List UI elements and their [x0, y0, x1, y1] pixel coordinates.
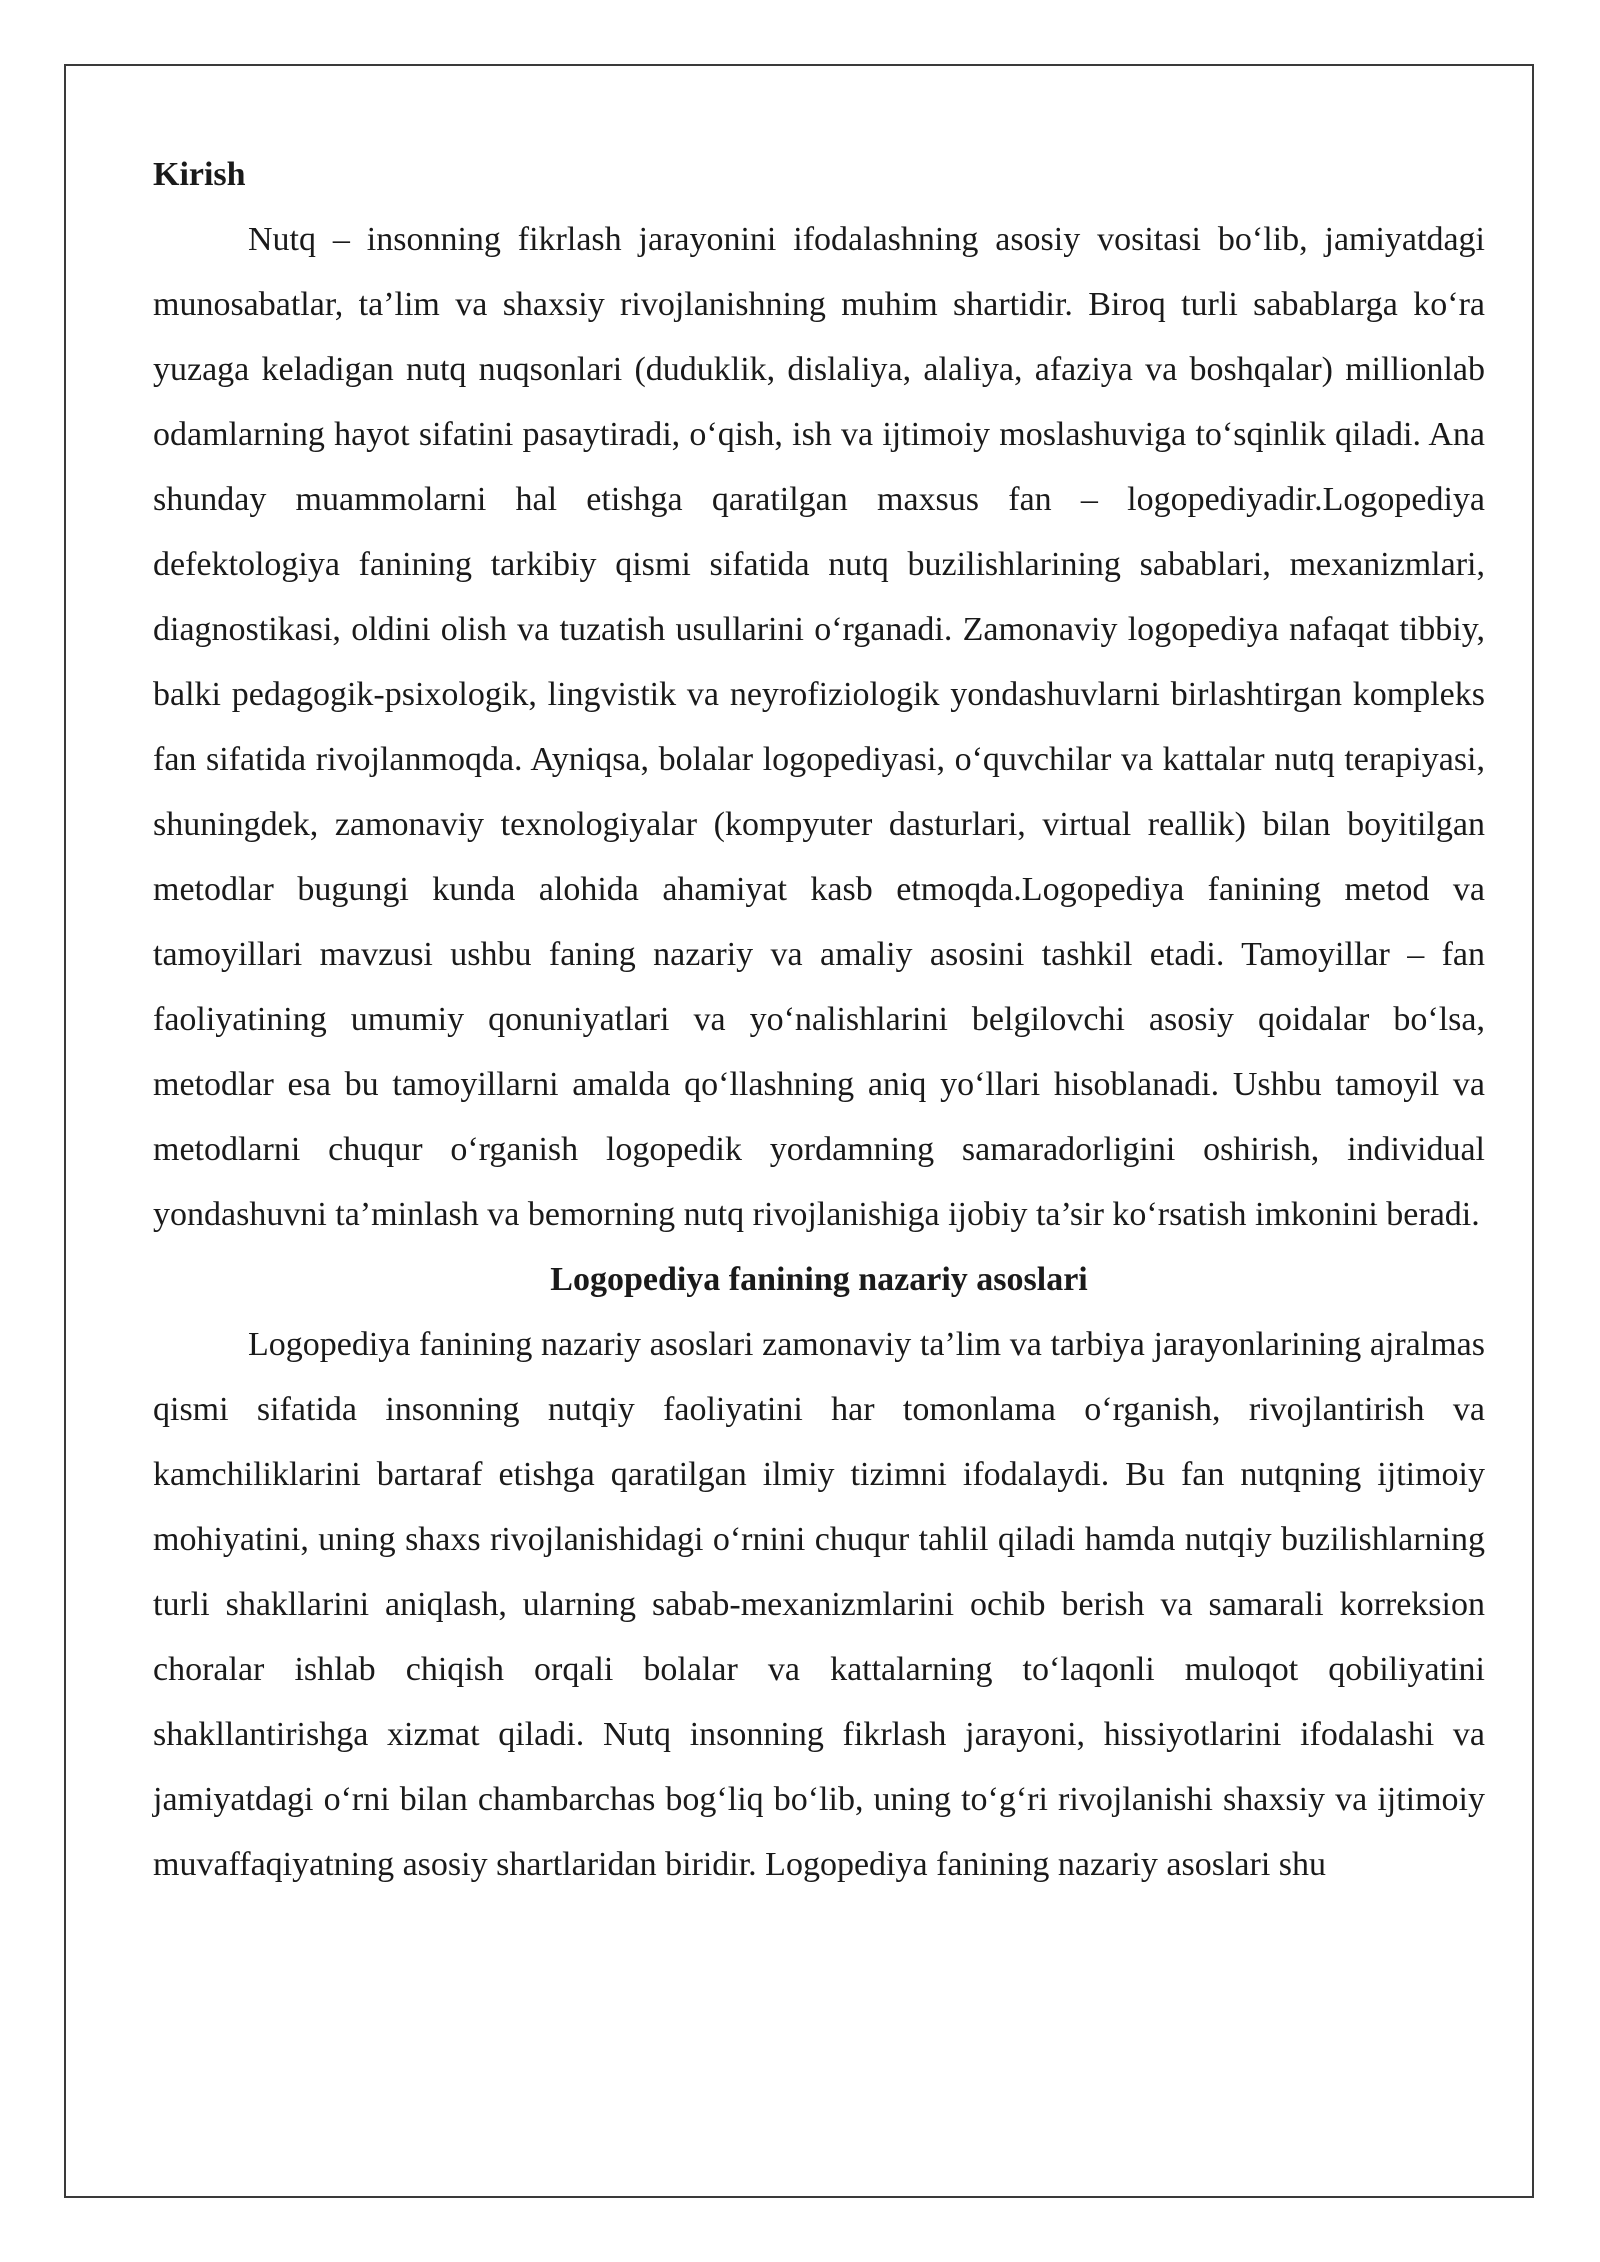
- intro-heading: Kirish: [153, 156, 246, 193]
- document-body: [153, 142, 1485, 1897]
- section-paragraph: Logopediya fanining nazariy asoslari zamonaviy ta’lim va tarbiya jarayonlarining ajralmas qismi sifatida insonning nutqiy faoliyatini har tomonlama o‘rganish, rivojlantirish va kamchiliklarini bartaraf etishga qaratilgan ilmiy tizimni ifodalaydi. Bu fan nutqning ijtimoiy mohiyatini, uning shaxs rivojlanishidagi o‘rnini chuqur tahlil qiladi hamda nutqiy buzilishlarning turli shakllarini aniqlash, ularning sabab-mexanizmlarini ochib berish va samarali korreksion choralar ishlab chiqish orqali bolalar va kattalarning to‘laqonli muloqot qobiliyatini shakllantirishga xizmat qiladi. Nutq insonning fikrlash jarayoni, hissiyotlarini ifodalashi va jamiyatdagi o‘rni bilan chambarchas bog‘liq bo‘lib, uning to‘g‘ri rivojlanishi shaxsiy va ijtimoiy muvaffaqiyatning asosiy shartlaridan biridir. Logopediya fanining nazariy asoslari shu: [153, 1326, 1485, 1883]
- intro-paragraph: Nutq – insonning fikrlash jarayonini ifodalashning asosiy vositasi bo‘lib, jamiyatdagi munosabatlar, ta’lim va shaxsiy rivojlanishning muhim shartidir. Biroq turli sabablarga ko‘ra yuzaga keladigan nutq nuqsonlari (duduklik, dislaliya, alaliya, afaziya va boshqalar) millionlab odamlarning hayot sifatini pasaytiradi, o‘qish, ish va ijtimoiy moslashuviga to‘sqinlik qiladi. Ana shunday muammolarni hal etishga qaratilgan maxsus fan – logopediyadir.Logopediya defektologiya fanining tarkibiy qismi sifatida nutq buzilishlarining sabablari, mexanizmlari, diagnostikasi, oldini olish va tuzatish usullarini o‘rganadi. Zamonaviy logopediya nafaqat tibbiy, balki pedagogik-psixologik, lingvistik va neyrofiziologik yondashuvlarni birlashtirgan kompleks fan sifatida rivojlanmoqda. Ayniqsa, bolalar logopediyasi, o‘quvchilar va kattalar nutq terapiyasi, shuningdek, zamonaviy texnologiyalar (kompyuter dasturlari, virtual reallik) bilan boyitilgan metodlar bugungi kunda alohida ahamiyat kasb etmoqda.Logopediya fanining metod va tamoyillari mavzusi ushbu faning nazariy va amaliy asosini tashkil etadi. Tamoyillar – fan faoliyatining umumiy qonuniyatlari va yo‘nalishlarini belgilovchi asosiy qoidalar bo‘lsa, metodlar esa bu tamoyillarni amalda qo‘llashning aniq yo‘llari hisoblanadi. Ushbu tamoyil va metodlarni chuqur o‘rganish logopedik yordamning samaradorligini oshirish, individual yondashuvni ta’minlash va bemorning nutq rivojlanishiga ijobiy ta’sir ko‘rsatish imkonini beradi.: [153, 221, 1485, 1233]
- section-heading: Logopediya fanining nazariy asoslari: [550, 1261, 1088, 1298]
